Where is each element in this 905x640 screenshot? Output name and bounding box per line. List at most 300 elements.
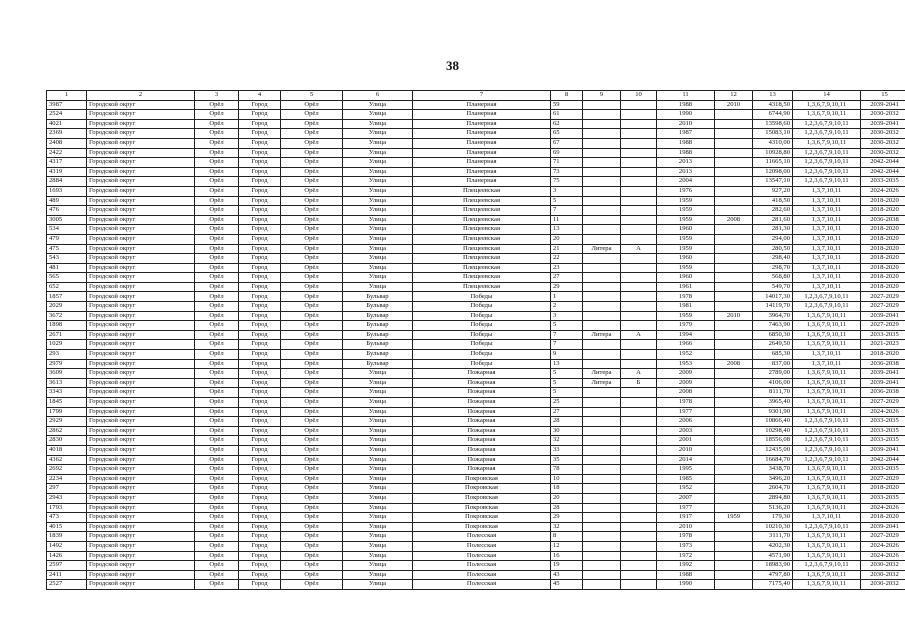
cell-period: 2042-2044 [861,158,905,168]
cell-municipality: Городской округ [87,321,195,331]
cell-id: 2422 [47,148,87,158]
cell-city: Орёл [195,311,239,321]
cell-area: 3964,70 [753,311,793,321]
cell-year-built: 1978 [657,398,715,408]
cell-year-built: 2006 [657,417,715,427]
cell-municipality: Городской округ [87,465,195,475]
cell-year-built: 2009 [657,369,715,379]
cell-street-type: Улица [343,551,413,561]
cell-year-built: 1995 [657,465,715,475]
cell-city: Орёл [195,541,239,551]
cell-area: 685,30 [753,350,793,360]
cell-municipality: Городской округ [87,138,195,148]
cell-year-built: 1988 [657,100,715,110]
cell-municipality: Городской округ [87,340,195,350]
cell-settlement-type: Город [239,378,281,388]
cell-year-reconstructed [715,263,753,273]
cell-settlement-type: Город [239,330,281,340]
cell-works: 1,3,7,10,11 [793,350,861,360]
cell-settlement-type: Город [239,244,281,254]
cell-id: 4319 [47,167,87,177]
cell-building [621,493,657,503]
cell-works: 1,3,6,7,9,10,11 [793,541,861,551]
cell-period: 2030-2032 [861,561,905,571]
cell-works: 1,3,6,7,9,10,11 [793,551,861,561]
cell-municipality: Городской округ [87,493,195,503]
cell-settlement-type: Город [239,292,281,302]
cell-building [621,570,657,580]
cell-area: 8111,70 [753,388,793,398]
cell-street-type: Улица [343,177,413,187]
cell-works: 1,3,6,7,9,10,11 [793,407,861,417]
cell-settlement-type: Город [239,129,281,139]
table-row [47,119,905,129]
cell-settlement: Орёл [281,359,343,369]
table-row [47,398,905,408]
cell-house: 16 [551,551,583,561]
cell-year-reconstructed [715,455,753,465]
column-header: 5 [281,91,343,101]
cell-settlement-type: Город [239,541,281,551]
cell-year-built: 1960 [657,273,715,283]
cell-settlement-type: Город [239,100,281,110]
cell-period: 2033-2035 [861,465,905,475]
column-header: 3 [195,91,239,101]
cell-works: 1,3,6,7,9,10,11 [793,398,861,408]
cell-area: 4310,00 [753,138,793,148]
table-row [47,110,905,120]
cell-works: 1,3,6,7,9,10,11 [793,503,861,513]
cell-street-type: Бульвар [343,340,413,350]
cell-street-type: Улица [343,263,413,273]
cell-settlement: Орёл [281,445,343,455]
cell-works: 1,3,6,7,9,10,11 [793,311,861,321]
cell-year-built: 2004 [657,177,715,187]
cell-works: 1,3,6,7,9,10,11 [793,100,861,110]
cell-works: 1,3,7,10,11 [793,206,861,216]
table-row [47,407,905,417]
cell-id: 2692 [47,465,87,475]
cell-period: 2039-2041 [861,100,905,110]
table-row [47,282,905,292]
cell-settlement-type: Город [239,234,281,244]
cell-street-type: Улица [343,455,413,465]
cell-building [621,302,657,312]
cell-building: А [621,244,657,254]
cell-period: 2036-2038 [861,388,905,398]
cell-settlement: Орёл [281,455,343,465]
cell-works: 1,3,6,7,9,10,11 [793,321,861,331]
cell-id: 534 [47,225,87,235]
cell-building-type [583,455,621,465]
cell-area: 10928,80 [753,148,793,158]
cell-settlement-type: Город [239,398,281,408]
cell-period: 2018-2020 [861,234,905,244]
cell-house: 5 [551,378,583,388]
cell-period: 2030-2032 [861,129,905,139]
cell-settlement: Орёл [281,196,343,206]
cell-area: 4318,50 [753,100,793,110]
cell-period: 2021-2023 [861,340,905,350]
cell-area: 10866,40 [753,417,793,427]
cell-building [621,484,657,494]
cell-works: 1,3,6,7,9,10,11 [793,138,861,148]
cell-building [621,474,657,484]
table-row [47,580,905,590]
cell-street: Пожарная [413,407,551,417]
cell-settlement-type: Город [239,532,281,542]
cell-id: 2830 [47,436,87,446]
header-row [47,91,905,101]
cell-settlement-type: Город [239,522,281,532]
cell-street-type: Улица [343,138,413,148]
cell-year-built: 1987 [657,129,715,139]
cell-settlement: Орёл [281,282,343,292]
cell-street: Пожарная [413,378,551,388]
cell-period: 2018-2020 [861,254,905,264]
table-row [47,244,905,254]
cell-year-reconstructed [715,398,753,408]
cell-period: 2018-2020 [861,225,905,235]
cell-area: 282,60 [753,206,793,216]
cell-area: 9301,90 [753,407,793,417]
cell-area: 179,30 [753,513,793,523]
cell-year-built: 2013 [657,158,715,168]
cell-area: 4202,30 [753,541,793,551]
cell-city: Орёл [195,254,239,264]
column-header: 11 [657,91,715,101]
cell-area: 15083,10 [753,129,793,139]
cell-city: Орёл [195,129,239,139]
cell-street: Пожарная [413,465,551,475]
cell-building-type [583,292,621,302]
cell-year-reconstructed [715,321,753,331]
cell-street-type: Улица [343,570,413,580]
cell-id: 2884 [47,177,87,187]
cell-municipality: Городской округ [87,398,195,408]
cell-year-reconstructed [715,254,753,264]
cell-period: 2018-2020 [861,513,905,523]
cell-building [621,522,657,532]
cell-street-type: Улица [343,215,413,225]
cell-building [621,263,657,273]
table-row [47,350,905,360]
column-header: 4 [239,91,281,101]
cell-id: 489 [47,196,87,206]
cell-building-type [583,302,621,312]
cell-city: Орёл [195,186,239,196]
cell-city: Орёл [195,215,239,225]
cell-settlement-type: Город [239,119,281,129]
cell-works: 1,3,7,10,11 [793,282,861,292]
cell-period: 2033-2035 [861,330,905,340]
cell-building-type [583,254,621,264]
cell-municipality: Городской округ [87,522,195,532]
cell-settlement: Орёл [281,234,343,244]
cell-house: 21 [551,244,583,254]
cell-street-type: Улица [343,234,413,244]
cell-settlement: Орёл [281,580,343,590]
cell-works: 1,2,3,6,7,9,10,11 [793,167,861,177]
cell-house: 67 [551,138,583,148]
cell-house: 30 [551,426,583,436]
cell-street-type: Улица [343,254,413,264]
cell-building-type: Литера [583,244,621,254]
cell-period: 2030-2032 [861,110,905,120]
cell-building-type [583,561,621,571]
cell-year-built: 2013 [657,167,715,177]
cell-street-type: Бульвар [343,311,413,321]
cell-period: 2039-2041 [861,311,905,321]
cell-municipality: Городской округ [87,282,195,292]
table-row [47,436,905,446]
table-row [47,234,905,244]
cell-settlement: Орёл [281,254,343,264]
cell-city: Орёл [195,503,239,513]
cell-municipality: Городской округ [87,369,195,379]
cell-works: 1,3,6,7,9,10,11 [793,484,861,494]
cell-house: 29 [551,513,583,523]
cell-year-reconstructed [715,302,753,312]
table-row [47,138,905,148]
cell-period: 2039-2041 [861,522,905,532]
cell-building-type [583,541,621,551]
cell-municipality: Городской округ [87,186,195,196]
cell-area: 4797,80 [753,570,793,580]
cell-year-reconstructed [715,119,753,129]
cell-year-built: 1960 [657,225,715,235]
table-row [47,474,905,484]
cell-house: 25 [551,398,583,408]
cell-year-reconstructed [715,407,753,417]
cell-area: 298,70 [753,263,793,273]
cell-area: 298,40 [753,254,793,264]
cell-building [621,532,657,542]
cell-year-built: 1973 [657,541,715,551]
cell-area: 6850,30 [753,330,793,340]
cell-house: 69 [551,148,583,158]
cell-period: 2039-2041 [861,369,905,379]
cell-house: 5 [551,388,583,398]
cell-building [621,254,657,264]
cell-year-built: 1988 [657,138,715,148]
cell-municipality: Городской округ [87,167,195,177]
cell-municipality: Городской округ [87,561,195,571]
cell-id: 2029 [47,302,87,312]
cell-works: 1,3,6,7,9,10,11 [793,532,861,542]
cell-year-reconstructed [715,465,753,475]
cell-year-built: 1953 [657,359,715,369]
cell-settlement-type: Город [239,388,281,398]
cell-year-built: 1959 [657,234,715,244]
cell-id: 3609 [47,369,87,379]
cell-building [621,158,657,168]
cell-settlement: Орёл [281,570,343,580]
cell-settlement: Орёл [281,311,343,321]
cell-building [621,455,657,465]
cell-works: 1,2,3,6,7,9,10,11 [793,436,861,446]
cell-year-built: 1992 [657,561,715,571]
cell-works: 1,2,3,6,7,9,10,11 [793,426,861,436]
cell-id: 1793 [47,503,87,513]
cell-year-built: 1959 [657,244,715,254]
cell-municipality: Городской округ [87,119,195,129]
cell-house: 5 [551,196,583,206]
cell-house: 78 [551,465,583,475]
cell-year-built: 1959 [657,311,715,321]
cell-settlement-type: Город [239,321,281,331]
cell-year-reconstructed [715,426,753,436]
cell-street-type: Улица [343,398,413,408]
cell-building [621,445,657,455]
table-row [47,302,905,312]
table-row [47,369,905,379]
cell-works: 1,2,3,6,7,9,10,11 [793,417,861,427]
cell-building [621,340,657,350]
table-row [47,263,905,273]
cell-id: 2411 [47,570,87,580]
table-body [47,100,905,589]
cell-municipality: Городской округ [87,225,195,235]
cell-building-type [583,474,621,484]
cell-period: 2033-2035 [861,177,905,187]
cell-street: Полесская [413,580,551,590]
cell-building [621,119,657,129]
cell-city: Орёл [195,570,239,580]
table-row [47,186,905,196]
cell-street: Пожарная [413,455,551,465]
cell-year-built: 2010 [657,445,715,455]
cell-settlement-type: Город [239,282,281,292]
cell-works: 1,3,7,10,11 [793,359,861,369]
cell-house: 3 [551,186,583,196]
cell-building-type: Литера [583,369,621,379]
cell-period: 2027-2029 [861,398,905,408]
cell-municipality: Городской округ [87,407,195,417]
cell-municipality: Городской округ [87,100,195,110]
cell-building [621,417,657,427]
cell-settlement-type: Город [239,359,281,369]
cell-settlement-type: Город [239,167,281,177]
cell-works: 1,3,6,7,9,10,11 [793,580,861,590]
cell-settlement: Орёл [281,292,343,302]
table-row [47,493,905,503]
cell-period: 2042-2044 [861,167,905,177]
table-row [47,465,905,475]
cell-settlement: Орёл [281,503,343,513]
cell-building [621,110,657,120]
cell-street: Плещеевская [413,273,551,283]
table-row [47,311,905,321]
cell-period: 2018-2020 [861,263,905,273]
cell-street-type: Улица [343,100,413,110]
cell-works: 1,2,3,6,7,9,10,11 [793,561,861,571]
cell-city: Орёл [195,100,239,110]
cell-settlement: Орёл [281,244,343,254]
cell-period: 2024-2026 [861,541,905,551]
cell-street-type: Улица [343,445,413,455]
cell-settlement-type: Город [239,551,281,561]
cell-municipality: Городской округ [87,311,195,321]
cell-street: Планерная [413,129,551,139]
cell-building-type [583,532,621,542]
cell-street: Покровская [413,474,551,484]
cell-year-reconstructed [715,129,753,139]
cell-area: 14017,30 [753,292,793,302]
table-row [47,541,905,551]
cell-building: А [621,369,657,379]
cell-settlement-type: Город [239,158,281,168]
table-row [47,321,905,331]
table-row [47,426,905,436]
cell-municipality: Городской округ [87,455,195,465]
cell-settlement: Орёл [281,177,343,187]
cell-year-reconstructed [715,234,753,244]
cell-settlement: Орёл [281,148,343,158]
cell-year-built: 1977 [657,407,715,417]
cell-settlement-type: Город [239,340,281,350]
table-row [47,167,905,177]
cell-street-type: Улица [343,158,413,168]
cell-year-reconstructed [715,177,753,187]
cell-building [621,321,657,331]
cell-building-type [583,493,621,503]
cell-settlement: Орёл [281,561,343,571]
cell-street-type: Бульвар [343,330,413,340]
cell-house: 22 [551,254,583,264]
cell-settlement: Орёл [281,522,343,532]
cell-period: 2024-2026 [861,407,905,417]
cell-street: Пожарная [413,398,551,408]
cell-works: 1,3,7,10,11 [793,225,861,235]
cell-period: 2027-2029 [861,321,905,331]
page-number: 38 [446,58,459,73]
cell-building-type [583,570,621,580]
cell-settlement: Орёл [281,369,343,379]
cell-id: 4015 [47,522,87,532]
cell-street: Планерная [413,177,551,187]
cell-year-built: 1961 [657,282,715,292]
cell-city: Орёл [195,398,239,408]
cell-id: 2597 [47,561,87,571]
cell-street: Плещеевская [413,254,551,264]
cell-house: 62 [551,119,583,129]
cell-id: 1426 [47,551,87,561]
cell-id: 565 [47,273,87,283]
cell-building [621,282,657,292]
table-row [47,455,905,465]
cell-year-built: 1990 [657,110,715,120]
cell-id: 1839 [47,532,87,542]
cell-year-reconstructed [715,378,753,388]
cell-building-type [583,129,621,139]
cell-building-type [583,225,621,235]
cell-year-reconstructed [715,206,753,216]
cell-city: Орёл [195,234,239,244]
cell-year-built: 1960 [657,254,715,264]
column-header: 6 [343,91,413,101]
column-header: 13 [753,91,793,101]
cell-settlement-type: Город [239,311,281,321]
cell-building [621,503,657,513]
cell-year-reconstructed [715,244,753,254]
cell-year-reconstructed: 2008 [715,215,753,225]
cell-settlement: Орёл [281,302,343,312]
cell-building [621,186,657,196]
cell-settlement: Орёл [281,158,343,168]
cell-settlement: Орёл [281,273,343,283]
cell-id: 2979 [47,359,87,369]
